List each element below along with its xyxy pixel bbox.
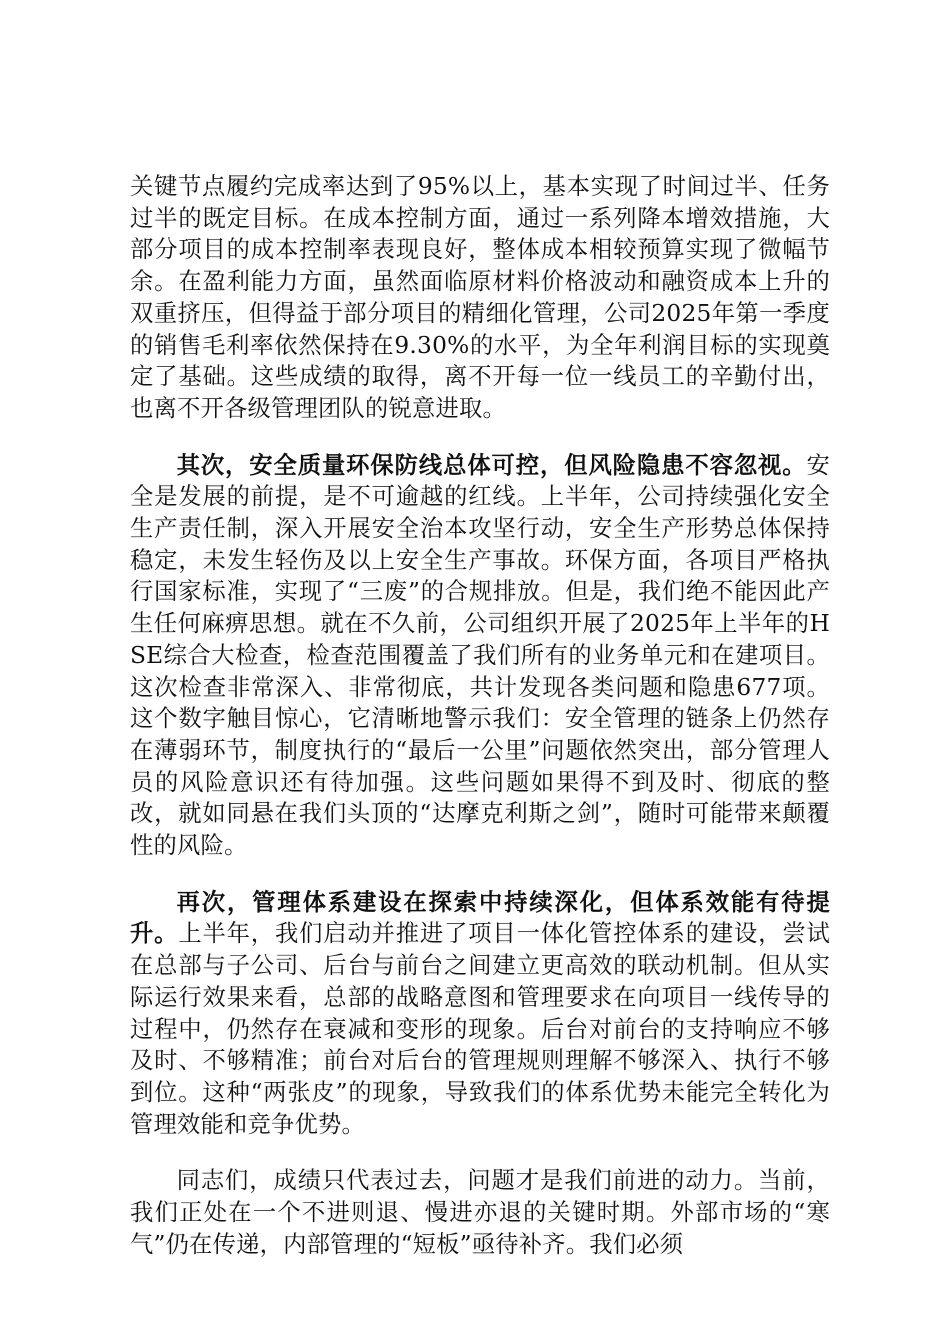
paragraph-text: 安全是发展的前提，是不可逾越的红线。上半年，公司持续强化安全生产责任制，深入开展安全治本攻坚行动，安全生产形势总体保持稳定，未发生轻伤及以上安全生产事故。环保方面，各项目严格执行国家标准，实现了“三废”的合规排放。但是，我们绝不能因此产生任何麻痹思想。就在不久前，公司组织开展了2025年上半年的HSE综合大检查，检查范围覆盖了我们所有的业务单元和在建项目。这次检查非常深入、非常彻底，共计发现各类问题和隐患677项。这个数字触目惊心，它清晰地警示我们：安全管理的链条上仍然存在薄弱环节，制度执行的“最后一公里”问题依然突出，部分管理人员的风险意识还有待加强。这些问题如果得不到及时、彻底的整改，就如同悬在我们头顶的“达摩克利斯之剑”，随时可能带来颠覆性的风险。 [130, 451, 830, 860]
paragraph-lead: 其次，安全质量环保防线总体可控，但风险隐患不容忽视。 [176, 451, 807, 479]
paragraph-management-system [130, 887, 830, 1141]
paragraph-call-to-action [130, 1165, 830, 1260]
paragraph-performance-summary [130, 171, 830, 425]
paragraph-lead: 再次，管理体系建设在探索中持续深化，但体系效能有待提升。 [130, 888, 830, 948]
document-page [130, 171, 830, 1286]
paragraph-text: 同志们，成绩只代表过去，问题才是我们前进的动力。当前，我们正处在一个不进则退、慢进亦退的关键时期。外部市场的“寒气”仍在传递，内部管理的“短板”亟待补齐。我们必须 [130, 1167, 830, 1258]
paragraph-safety-quality [130, 450, 830, 862]
paragraph-text: 上半年，我们启动并推进了项目一体化管控体系的建设，尝试在总部与子公司、后台与前台之间建立更高效的联动机制。但从实际运行效果来看，总部的战略意图和管理要求在向项目一线传导的过程中，仍然存在衰减和变形的现象。后台对前台的支持响应不够及时、不够精准；前台对后台的管理规则理解不够深入、执行不够到位。这种“两张皮”的现象，导致我们的体系优势未能完全转化为管理效能和竞争优势。 [130, 920, 830, 1138]
paragraph-text: 关键节点履约完成率达到了95%以上，基本实现了时间过半、任务过半的既定目标。在成本控制方面，通过一系列降本增效措施，大部分项目的成本控制率表现良好，整体成本相较预算实现了微幅节余。在盈利能力方面，虽然面临原材料价格波动和融资成本上升的双重挤压，但得益于部分项目的精细化管理，公司2025年第一季度的销售毛利率依然保持在9.30%的水平，为全年利润目标的实现奠定了基础。这些成绩的取得，离不开每一位一线员工的辛勤付出，也离不开各级管理团队的锐意进取。 [130, 173, 830, 422]
